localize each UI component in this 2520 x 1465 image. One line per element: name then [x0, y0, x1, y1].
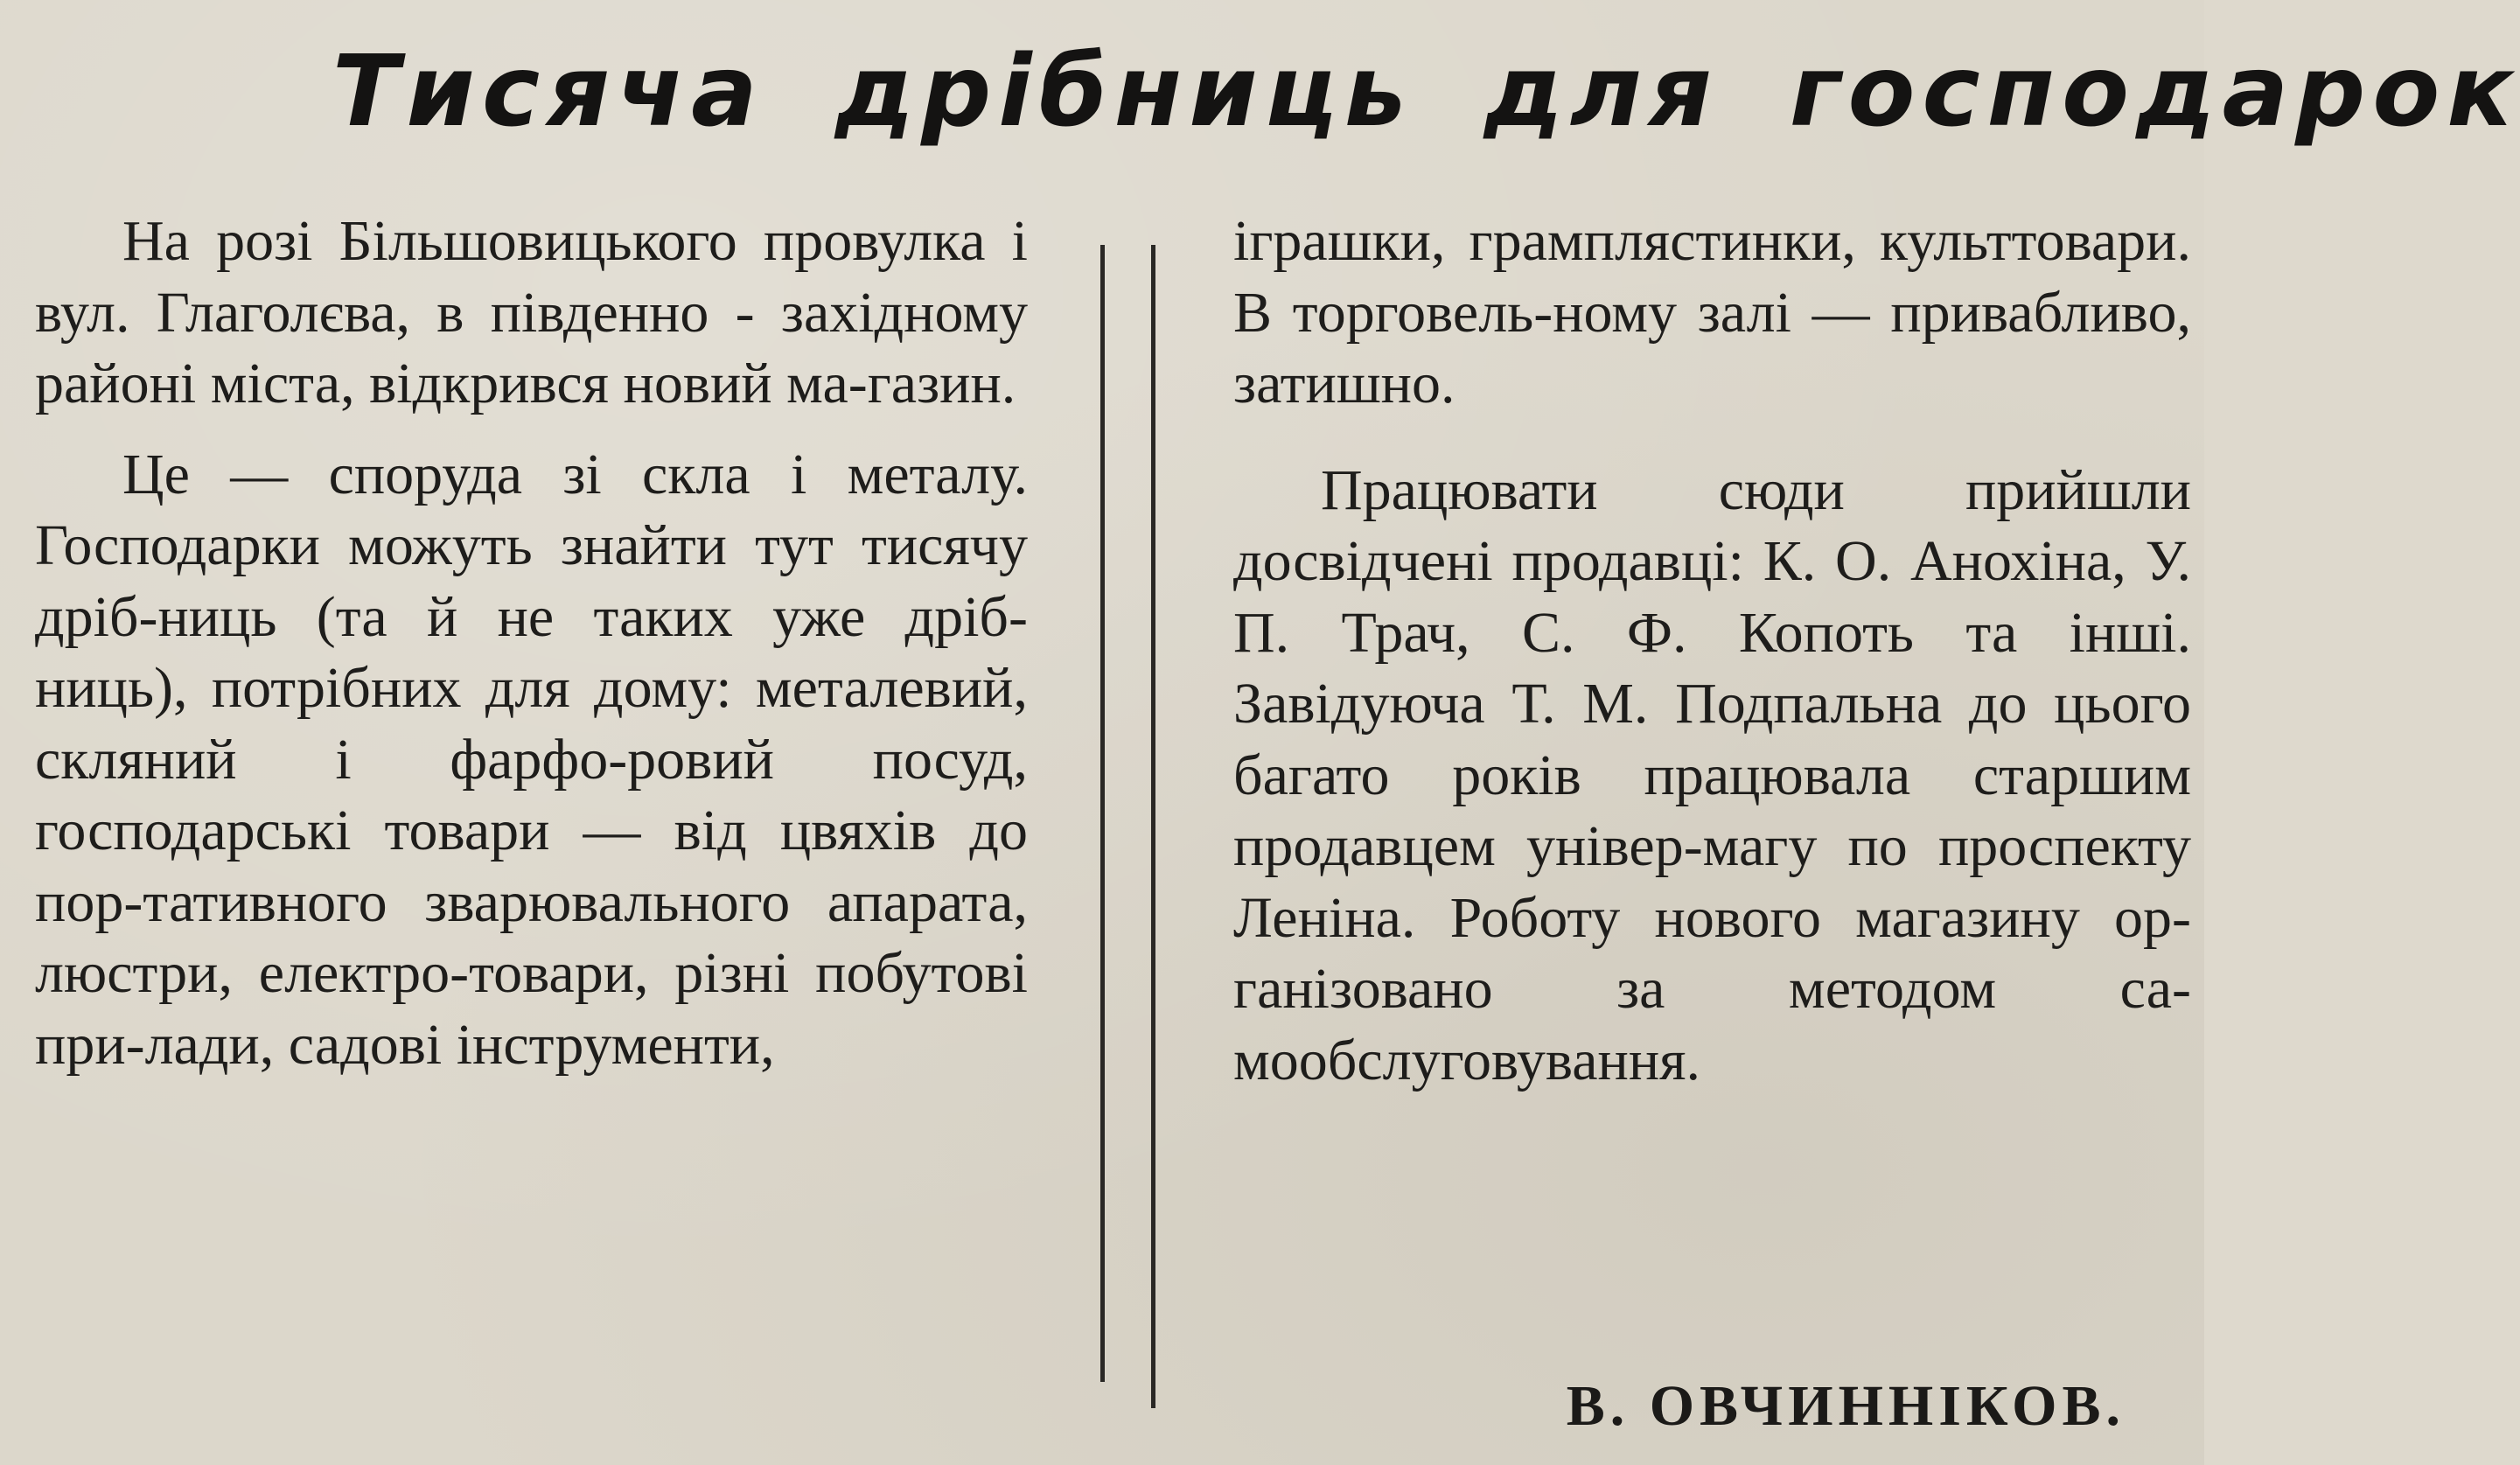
- right-column: [1233, 206, 2191, 1096]
- left-paragraph-2: Це — споруда зі скла і металу. Господарки можуть знайти тут тисячу дріб-ниць (та й не таких уже дріб-ниць), потрібних для дому: металевий, скляний і фарфо-ровий посуд, господарські товари — від цвяхів до пор-тативного зварювального апарата, люстри, електро-товари, різні побутові при-лади, садові інструменти,: [35, 442, 1028, 1077]
- author-signature: В. ОВЧИННІКОВ.: [1566, 1374, 2126, 1438]
- article-headline: Тисяча дрібниць для господарок: [332, 35, 2520, 149]
- right-paragraph-2: Працювати сюди прийшли досвідчені продавці: К. О. Анохіна, У. П. Трач, С. Ф. Копоть та інші. Завідуюча Т. М. Подпальна до цього багато років працювала старшим продавцем універ-магу по проспекту Леніна. Роботу нового магазину ор-ганізовано за методом са-мообслуговування.: [1233, 457, 2191, 1092]
- left-paragraph-1: На розі Більшовицького провулка і вул. Глаголєва, в південно - західному районі міста, відкрився новий ма-газин.: [35, 209, 1028, 415]
- left-column: [35, 206, 1028, 1080]
- right-paragraph-1-continued: іграшки, грамплястинки, культтовари. В торговель-ному залі — привабливо, затишно.: [1233, 209, 2191, 415]
- column-divider-line-left: [1100, 245, 1105, 1382]
- column-divider-line-right: [1151, 245, 1155, 1408]
